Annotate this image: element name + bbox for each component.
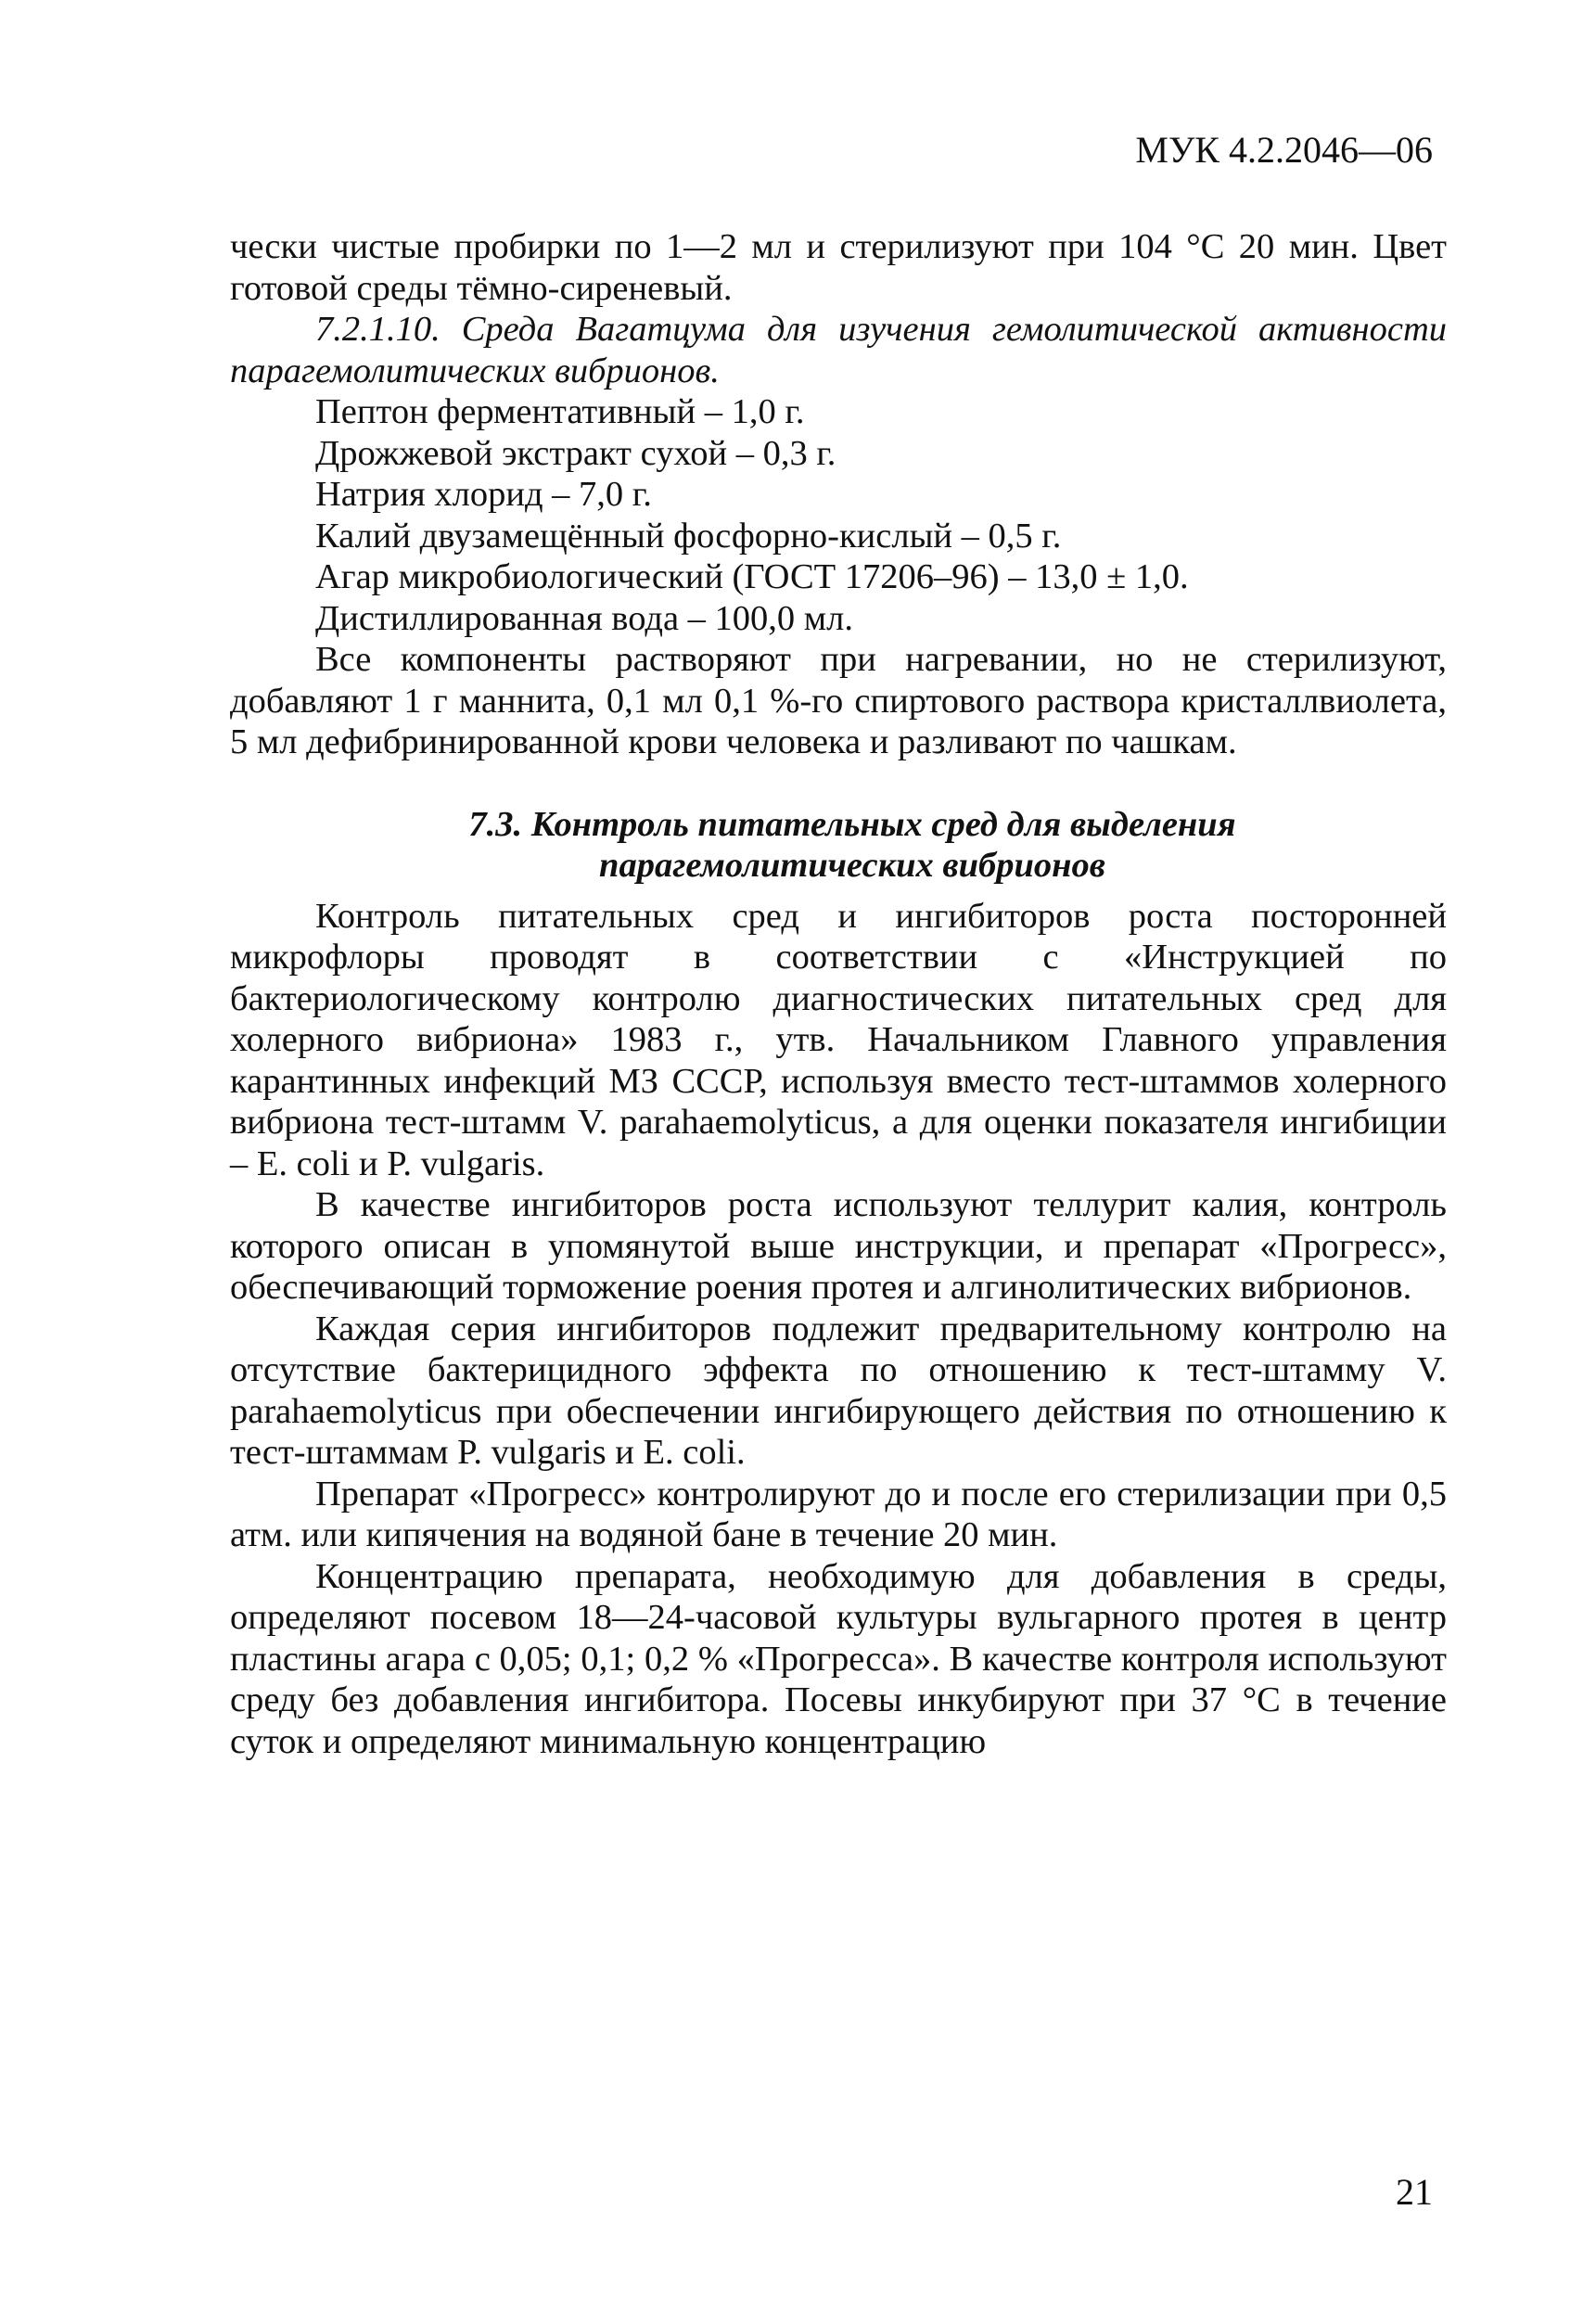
paragraph-progress: Препарат «Прогресс» контролируют до и после его стерилизации при 0,5 атм. или кипячения на водяной бане в течение 20 мин. — [230, 1474, 1447, 1554]
section-title-line-1: 7.3. Контроль питательных сред для выделения — [468, 804, 1236, 844]
paragraph-inhibitors: В качестве ингибиторов роста используют теллурит калия, контроль которого описан в упомянутой выше инструкции, и препарат «Прогресс», обеспечивающий торможение роения протея и алгинолитических вибрионов. — [230, 1185, 1447, 1307]
ingredient-sodium-chloride: Натрия хлорид – 7,0 г. — [315, 475, 652, 514]
ingredient-peptone: Пептон ферментативный – 1,0 г. — [315, 392, 805, 431]
ingredient-yeast-extract: Дрожжевой экстракт сухой – 0,3 г. — [315, 433, 836, 473]
ingredients-list — [230, 391, 1447, 639]
ingredient-potassium-phosphate: Калий двузамещённый фосфорно-кислый – 0,5 г. — [315, 516, 1062, 556]
subsection-title-7-2-1-10: 7.2.1.10. Среда Вагатцума для изучения гемолитической активности парагемолитических вибрионов. — [230, 310, 1447, 390]
paragraph-concentration: Концентрацию препарата, необходимую для добавления в среды, определяют посевом 18—24-часовой культуры вульгарного протея в центр пластины агара с 0,05; 0,1; 0,2 % «Прогресса». В качестве контроля используют среду без добавления ингибитора. Посевы инкубируют при 37 °С в течение суток и определяют минимальную концентрацию — [230, 1556, 1447, 1761]
document-code: МУК 4.2.2046—06 — [1135, 129, 1433, 171]
document-body — [230, 226, 1447, 1762]
section-title-7-3 — [230, 804, 1447, 887]
paragraph-intro: чески чистые пробирки по 1—2 мл и стерилизуют при 104 °С 20 мин. Цвет готовой среды тёмно-сиреневый. — [230, 227, 1447, 308]
page-number: 21 — [1396, 2171, 1433, 2213]
ingredient-water: Дистиллированная вода – 100,0 мл. — [315, 598, 853, 638]
paragraph-control: Контроль питательных сред и ингибиторов роста посторонней микрофлоры проводят в соответствии с «Инструкцией по бактериологическому контролю диагностических питательных сред для холерного вибриона» 1983 г., утв. Начальником Главного управления карантинных инфекций МЗ СССР, используя вместо тест-штаммов холерного вибриона тест-штамм V. parahaemolyticus, а для оценки показателя ингибиции – E. coli и P. vulgaris. — [230, 896, 1447, 1183]
paragraph-series: Каждая серия ингибиторов подлежит предварительному контролю на отсутствие бактерицидного эффекта по отношению к тест-штамму V. parahaemolyticus при обеспечении ингибирующего действия по отношению к тест-штаммам P. vulgaris и E. coli. — [230, 1309, 1447, 1472]
ingredient-agar: Агар микробиологический (ГОСТ 17206–96) – 13,0 ± 1,0. — [315, 557, 1189, 596]
section-title-line-2: парагемолитических вибрионов — [599, 846, 1105, 885]
paragraph-components: Все компоненты растворяют при нагревании, но не стерилизуют, добавляют 1 г маннита, 0,1 мл 0,1 %-го спиртового раствора кристаллвиолета, 5 мл дефибринированной крови человека и разливают по чашкам. — [230, 640, 1447, 761]
